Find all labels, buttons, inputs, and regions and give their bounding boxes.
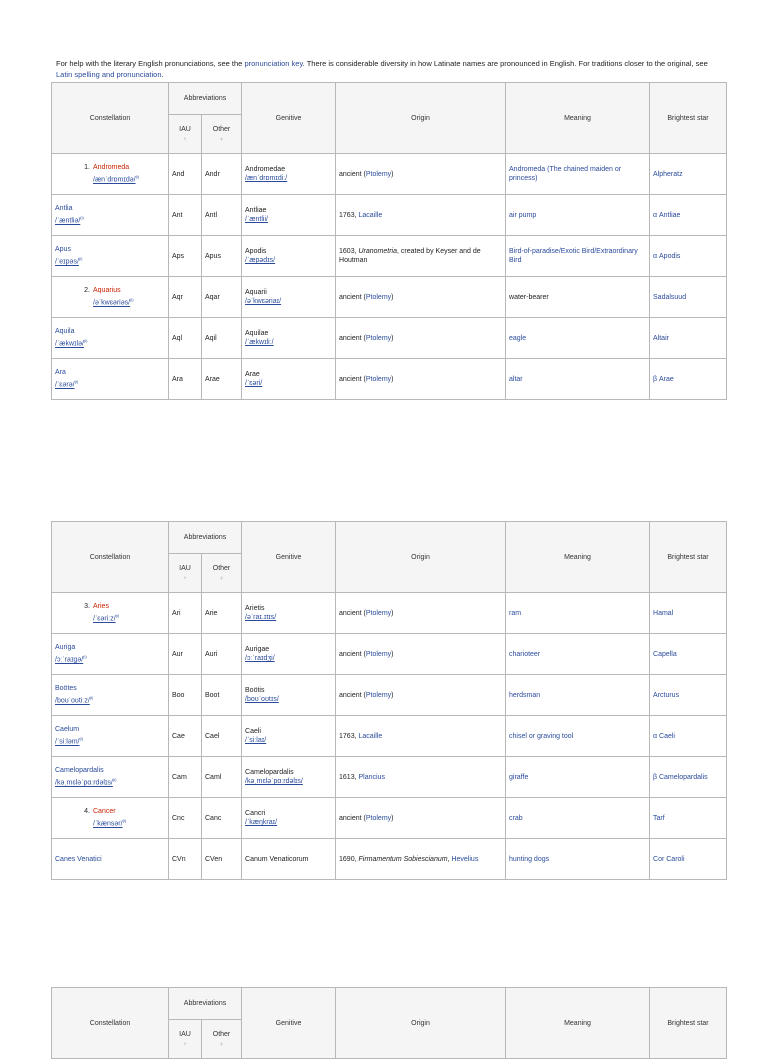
constellation-cell [52,359,169,400]
origin-cell [336,195,506,236]
header-constellation: Constellation [52,83,169,154]
iau-abbrev: Aur [169,634,202,675]
iau-abbrev: CVn [169,839,202,880]
meaning-cell[interactable]: giraffe [506,757,650,798]
table-row [52,757,727,798]
origin-cell [336,634,506,675]
constellation-cell [52,716,169,757]
pronunciation[interactable]: /əˈkwɛəriəs/ [93,299,131,307]
name-wrap [93,807,126,828]
iau-label: IAU [179,565,191,572]
origin-text: ancient ( [339,170,366,178]
origin-text: ) [391,375,394,383]
iau-abbrev: Boo [169,675,202,716]
origin-text: ) [391,170,394,178]
origin-text: ) [391,814,394,822]
genitive-cell [242,236,336,277]
pronunciation[interactable]: /ˈkænsər/ [93,820,123,828]
iau-abbrev: Cam [169,757,202,798]
table-row [52,318,727,359]
genitive-name: Antliae [245,207,267,214]
genitive-name: Caeli [245,728,261,735]
genitive-pronunciation[interactable]: /əˈkwɛəriaɪ/ [245,298,282,305]
genitive-name: Aquilae [245,330,269,337]
genitive-cell [242,675,336,716]
row-number: 1. [84,164,90,172]
origin-text: 1763, [339,211,359,219]
brightest-star-cell[interactable]: Cor Caroli [650,839,727,880]
table-row [52,154,727,195]
origin-text: ancient ( [339,375,366,383]
audio-icon[interactable]: (i) [115,613,120,619]
meaning-cell[interactable]: hunting dogs [506,839,650,880]
brightest-star-cell[interactable]: α Antliae [650,195,727,236]
constellation-cell [52,195,169,236]
origin-link[interactable]: Lacaille [358,732,383,740]
genitive-name: Arietis [245,605,265,612]
other-abbrev: Cael [202,716,242,757]
genitive-pronunciation[interactable]: /ˈkæŋkraɪ/ [245,819,278,826]
table-row [52,798,727,839]
audio-icon[interactable]: (i) [80,215,84,221]
origin-link[interactable]: Ptolemy [365,334,392,342]
genitive-cell [242,359,336,400]
genitive-pronunciation[interactable]: /ˈækwɪliː/ [245,339,274,346]
table-row [52,675,727,716]
origin-text: ancient ( [339,293,366,301]
intro-paragraph: For help with the literary English pronunciations, see the pronunciation key. There is considerable diversity in how Latinate names are pronounced in English. For traditions closer to the original, see Latin spelling and pronunciation. [56,59,708,79]
origin-cell [336,154,506,195]
constellation-name-link[interactable]: Aquarius [93,287,121,295]
brightest-star-cell[interactable]: Hamal [650,593,727,634]
iau-label: IAU [179,1031,191,1038]
genitive-name: Boötis [245,687,265,694]
iau-abbrev: Aqr [169,277,202,318]
table-row [52,716,727,757]
other-abbrev: Apus [202,236,242,277]
constellation-name-link[interactable]: Aquila [55,328,75,336]
constellation-name-link[interactable]: Cancer [93,808,116,816]
other-abbrev: Andr [202,154,242,195]
audio-icon[interactable]: (i) [83,338,88,344]
meaning-cell[interactable]: charioteer [506,634,650,675]
genitive-name: Aquarii [245,289,267,296]
other-abbrev: Arie [202,593,242,634]
header-iau [169,1020,202,1059]
brightest-star-cell[interactable]: Arcturus [650,675,727,716]
table-row [52,277,727,318]
intro-text-2: . There is considerable diversity in how Latinate names are pronounced in English. For traditions closer to the original, see [302,59,708,68]
constellation-table [51,82,727,400]
genitive-pronunciation[interactable]: /ænˈdrɒmɪdiː/ [245,175,288,182]
audio-icon[interactable]: (i) [74,379,79,385]
origin-text: , created by Keyser and de Houtman [339,248,481,264]
audio-icon[interactable]: (i) [130,297,134,303]
meaning-cell[interactable]: ram [506,593,650,634]
header-origin: Origin [336,522,506,593]
meaning-cell[interactable]: Bird-of-paradise/Exotic Bird/Extraordinary Bird [506,236,650,277]
header-constellation: Constellation [52,522,169,593]
genitive-cell [242,757,336,798]
genitive-pronunciation[interactable]: /ɔːˈraɪdʒi/ [245,655,275,662]
pronunciation[interactable]: /ˈæntliə/ [55,217,81,225]
origin-link[interactable]: Ptolemy [365,814,392,822]
constellation-name-link[interactable]: Camelopardalis [55,767,104,775]
constellation-cell [52,675,169,716]
other-abbrev: Aqil [202,318,242,359]
constellation-cell [52,277,169,318]
origin-cell [336,318,506,359]
genitive-cell [242,277,336,318]
origin-link[interactable]: Ptolemy [365,375,392,383]
latin-spelling-link[interactable]: Latin spelling and pronunciation [56,70,162,79]
iau-abbrev: Ant [169,195,202,236]
genitive-name: Arae [245,371,260,378]
iau-abbrev: And [169,154,202,195]
iau-abbrev: Aps [169,236,202,277]
origin-link[interactable]: Hevelius [451,855,479,863]
origin-text: ancient ( [339,609,366,617]
pronunciation[interactable]: /ˈɛəriːz/ [93,615,116,623]
meaning-cell[interactable]: eagle [506,318,650,359]
genitive-cell [242,798,336,839]
constellation-name-link[interactable]: Andromeda [93,164,130,172]
header-iau [169,554,202,593]
header-genitive: Genitive [242,83,336,154]
constellation-name-link[interactable]: Antlia [55,205,73,213]
header-abbreviations: Abbreviations [169,988,242,1020]
meaning-cell[interactable]: herdsman [506,675,650,716]
header-meaning: Meaning [506,83,650,154]
row-number: 3. [84,603,90,611]
origin-text: 1763, [339,732,359,740]
meaning-cell[interactable]: chisel or graving tool [506,716,650,757]
header-genitive: Genitive [242,988,336,1059]
header-brightest-star: Brightest star [650,522,727,593]
origin-text: , [447,855,452,863]
pronunciation[interactable]: /ænˈdrɒmɪdə/ [93,176,136,184]
constellation-table [51,521,727,880]
header-origin: Origin [336,83,506,154]
origin-cell [336,798,506,839]
meaning-cell: water-bearer [506,277,650,318]
iau-footnote[interactable]: † [183,575,187,580]
brightest-star-cell[interactable]: Tarf [650,798,727,839]
row-number: 2. [84,287,90,295]
audio-icon[interactable]: (i) [122,818,127,824]
pronunciation[interactable]: /ɔːˈraɪɡə/ [55,656,84,664]
brightest-star-cell[interactable]: β Arae [650,359,727,400]
origin-cell [336,593,506,634]
origin-work: Firmamentum Sobiescianum [358,855,448,863]
origin-text: 1603, [339,248,359,255]
genitive-name: Cancri [245,810,266,817]
origin-link[interactable]: Lacaille [358,211,383,219]
pronunciation[interactable]: /ˈsiːləm/ [55,738,80,746]
header-brightest-star: Brightest star [650,83,727,154]
origin-text: ancient ( [339,334,366,342]
genitive-pronunciation[interactable]: /əˈraɪ.ɪtɪs/ [245,614,277,621]
name-wrap [93,163,139,184]
audio-icon[interactable]: (i) [89,695,94,701]
constellation-name-link[interactable]: Canes Venatici [55,855,102,863]
table-row [52,593,727,634]
other-label: Other [212,565,231,572]
table-row [52,359,727,400]
origin-work: Uranometria [358,248,397,255]
header-constellation: Constellation [52,988,169,1059]
table-row [52,195,727,236]
audio-icon[interactable]: (i) [83,654,87,660]
other-abbrev: Auri [202,634,242,675]
constellation-cell [52,236,169,277]
iau-abbrev: Cae [169,716,202,757]
name-wrap [93,286,134,307]
constellation-name-link[interactable]: Aries [93,603,109,611]
constellation-cell [52,798,169,839]
other-label: Other [212,126,231,133]
meaning-cell[interactable]: air pump [506,195,650,236]
pronunciation[interactable]: /boʊˈoʊtiːz/ [55,697,90,705]
origin-cell [336,277,506,318]
header-iau [169,115,202,154]
origin-link[interactable]: Ptolemy [365,609,392,617]
meaning-cell[interactable]: Andromeda (The chained maiden or princess) [506,154,650,195]
pronunciation[interactable]: /ˈeɪpəs/ [55,258,79,266]
pronunciation[interactable]: /ˈɛərə/ [55,381,75,389]
audio-icon[interactable]: (i) [135,174,140,180]
origin-text: ancient ( [339,691,366,699]
brightest-star-cell[interactable]: α Caeli [650,716,727,757]
origin-link[interactable]: Ptolemy [365,293,392,301]
origin-link[interactable]: Ptolemy [365,691,392,699]
origin-link[interactable]: Ptolemy [365,650,392,658]
other-footnote[interactable]: ‡ [220,575,223,580]
genitive-pronunciation[interactable]: /boʊˈoʊtɪs/ [245,696,279,703]
iau-abbrev: Cnc [169,798,202,839]
genitive-name: Andromedae [245,166,286,173]
audio-icon[interactable]: (i) [112,777,117,783]
header-meaning: Meaning [506,522,650,593]
header-brightest-star: Brightest star [650,988,727,1059]
pronunciation[interactable]: /ˈækwɪlə/ [55,340,84,348]
constellation-cell [52,839,169,880]
meaning-cell[interactable]: altar [506,359,650,400]
meaning-cell[interactable]: crab [506,798,650,839]
origin-text: ancient ( [339,814,366,822]
origin-text: 1690, [339,855,359,863]
origin-cell [336,359,506,400]
brightest-star-cell[interactable]: Altair [650,318,727,359]
name-wrap [93,602,119,623]
header-abbreviations: Abbreviations [169,83,242,115]
other-label: Other [212,1031,231,1038]
table-row [52,634,727,675]
brightest-star-cell[interactable]: Alpheratz [650,154,727,195]
audio-icon[interactable]: (i) [79,736,84,742]
genitive-pronunciation[interactable]: /kəˌmɛləˈpɑːrdəlɪs/ [245,778,303,785]
other-footnote[interactable]: ‡ [220,1041,223,1046]
constellation-cell [52,318,169,359]
constellation-cell [52,634,169,675]
constellation-table [51,987,727,1059]
header-other [202,115,242,154]
origin-text: ) [391,609,394,617]
constellation-name-link[interactable]: Apus [55,246,71,254]
genitive-cell [242,634,336,675]
origin-cell [336,236,506,277]
pronunciation-key-link[interactable]: pronunciation key [244,59,303,68]
genitive-cell [242,593,336,634]
row-number: 4. [84,808,90,816]
other-abbrev: Caml [202,757,242,798]
brightest-star-cell[interactable]: α Apodis [650,236,727,277]
brightest-star-cell[interactable]: β Camelopardalis [650,757,727,798]
genitive-pronunciation[interactable]: /ˈɛəri/ [245,380,263,387]
other-abbrev: Canc [202,798,242,839]
other-abbrev: Boot [202,675,242,716]
origin-text: ) [391,334,394,342]
pronunciation[interactable]: /kəˌmɛləˈpɑːrdəlɪs/ [55,779,113,787]
origin-cell [336,675,506,716]
origin-link[interactable]: Ptolemy [365,170,392,178]
iau-abbrev: Ari [169,593,202,634]
genitive-cell [242,318,336,359]
header-meaning: Meaning [506,988,650,1059]
constellation-cell [52,154,169,195]
constellation-name-link[interactable]: Ara [55,369,66,377]
genitive-pronunciation[interactable]: /ˈsiːlaɪ/ [245,737,267,744]
header-abbreviations: Abbreviations [169,522,242,554]
iau-abbrev: Aql [169,318,202,359]
origin-cell [336,839,506,880]
genitive-cell [242,195,336,236]
genitive-name: Camelopardalis [245,769,294,776]
header-origin: Origin [336,988,506,1059]
genitive-name: Canum Venaticorum [245,855,309,863]
constellation-name-link[interactable]: Auriga [55,644,76,652]
genitive-cell [242,154,336,195]
table-row [52,839,727,880]
other-abbrev: Antl [202,195,242,236]
origin-text: ) [391,650,394,658]
genitive-pronunciation[interactable]: /ˈæntlii/ [245,216,268,223]
header-genitive: Genitive [242,522,336,593]
brightest-star-cell[interactable]: Capella [650,634,727,675]
constellation-cell [52,593,169,634]
origin-link[interactable]: Plancius [358,773,385,781]
origin-cell [336,757,506,798]
iau-footnote[interactable]: † [183,136,187,141]
header-other [202,554,242,593]
audio-icon[interactable]: (i) [78,256,83,262]
constellation-name-link[interactable]: Boötes [55,685,77,693]
genitive-name: Apodis [245,248,267,255]
header-other [202,1020,242,1059]
constellation-name-link[interactable]: Caelum [55,726,80,734]
other-footnote[interactable]: ‡ [220,136,223,141]
origin-text: ) [391,293,394,301]
origin-text: ) [391,691,394,699]
iau-abbrev: Ara [169,359,202,400]
genitive-pronunciation[interactable]: /ˈæpədɪs/ [245,257,276,264]
iau-footnote[interactable]: † [183,1041,187,1046]
other-abbrev: Aqar [202,277,242,318]
table-row [52,236,727,277]
brightest-star-cell[interactable]: Sadalsuud [650,277,727,318]
iau-label: IAU [179,126,191,133]
intro-text: For help with the literary English pronunciations, see the [56,59,245,68]
constellation-cell [52,757,169,798]
origin-text: ancient ( [339,650,366,658]
genitive-cell [242,839,336,880]
genitive-cell [242,716,336,757]
origin-cell [336,716,506,757]
genitive-name: Aurigae [245,646,270,653]
other-abbrev: Arae [202,359,242,400]
origin-text: 1613, [339,773,359,781]
other-abbrev: CVen [202,839,242,880]
